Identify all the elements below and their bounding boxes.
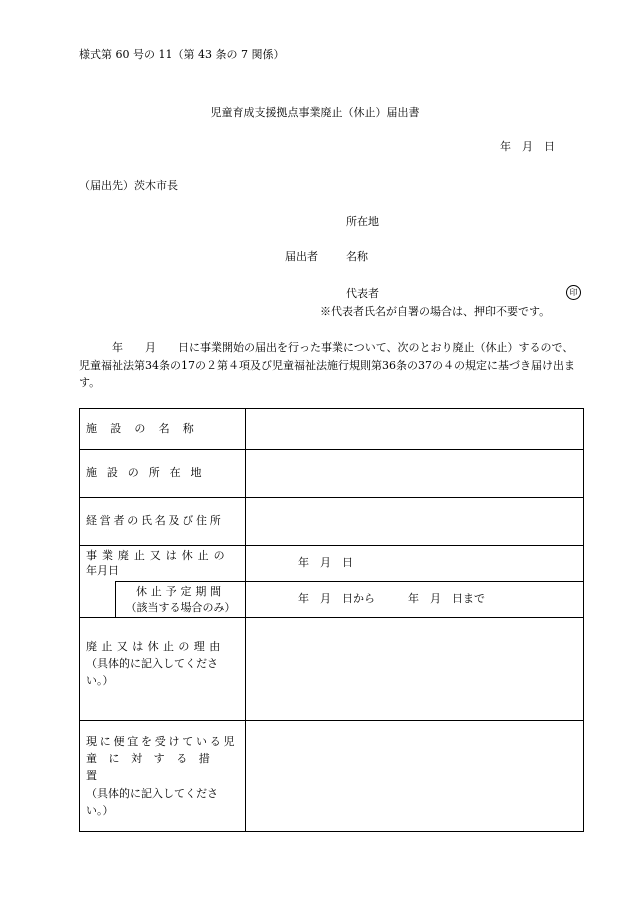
suspension-period-field[interactable]: 年 月 日から 年 月 日まで <box>246 582 584 618</box>
operator-field[interactable] <box>246 498 584 546</box>
reason-label: 廃止又は休止の理由 （具体的に記入してくださ い。） <box>80 618 246 721</box>
table-row <box>80 409 584 450</box>
table-row <box>80 618 584 721</box>
table-row <box>80 498 584 546</box>
form-number: 様式第 60 号の 11（第 43 条の 7 関係） <box>79 48 285 61</box>
operator-label: 経営者の氏名及び住所 <box>80 498 246 546</box>
submission-date: 年 月 日 <box>500 140 555 153</box>
notification-table <box>79 408 584 832</box>
representative-label: 代表者 <box>346 287 379 300</box>
body-paragraph: 年 月 日に事業開始の届出を行った事業について、次のとおり廃止（休止）するので、児童福祉法第34条の17の２第４項及び児童福祉法施行規則第36条の37の４の規定に基づき届け出ます。 <box>79 341 575 390</box>
date-field[interactable]: 年 月 日 <box>246 546 584 582</box>
measures-label: 現に便宜を受けている児 童に対する措置 （具体的に記入してくださ い。） <box>80 721 246 832</box>
location-label: 所在地 <box>346 215 379 228</box>
seal-mark: 印 <box>566 285 581 300</box>
measures-field[interactable] <box>246 721 584 832</box>
facility-name-field[interactable] <box>246 409 584 450</box>
table-row <box>80 582 584 618</box>
document-title: 児童育成支援拠点事業廃止（休止）届出書 <box>210 106 420 119</box>
name-label: 名称 <box>346 250 368 263</box>
date-label: 事業廃止又は休止の 年月日 <box>80 546 246 582</box>
addressee: （届出先）茨木市長 <box>79 179 178 192</box>
table-row <box>80 450 584 498</box>
applicant-label: 届出者 <box>285 250 318 263</box>
table-row <box>80 546 584 582</box>
facility-name-label: 施設の名称 <box>80 409 246 450</box>
reason-field[interactable] <box>246 618 584 721</box>
table-indent-cell <box>80 582 116 618</box>
table-row <box>80 721 584 832</box>
facility-location-field[interactable] <box>246 450 584 498</box>
facility-location-label: 施設の所在地 <box>80 450 246 498</box>
seal-note: ※代表者氏名が自署の場合は、押印不要です。 <box>320 305 551 318</box>
suspension-period-label: 休止予定期間 （該当する場合のみ） <box>116 582 246 618</box>
